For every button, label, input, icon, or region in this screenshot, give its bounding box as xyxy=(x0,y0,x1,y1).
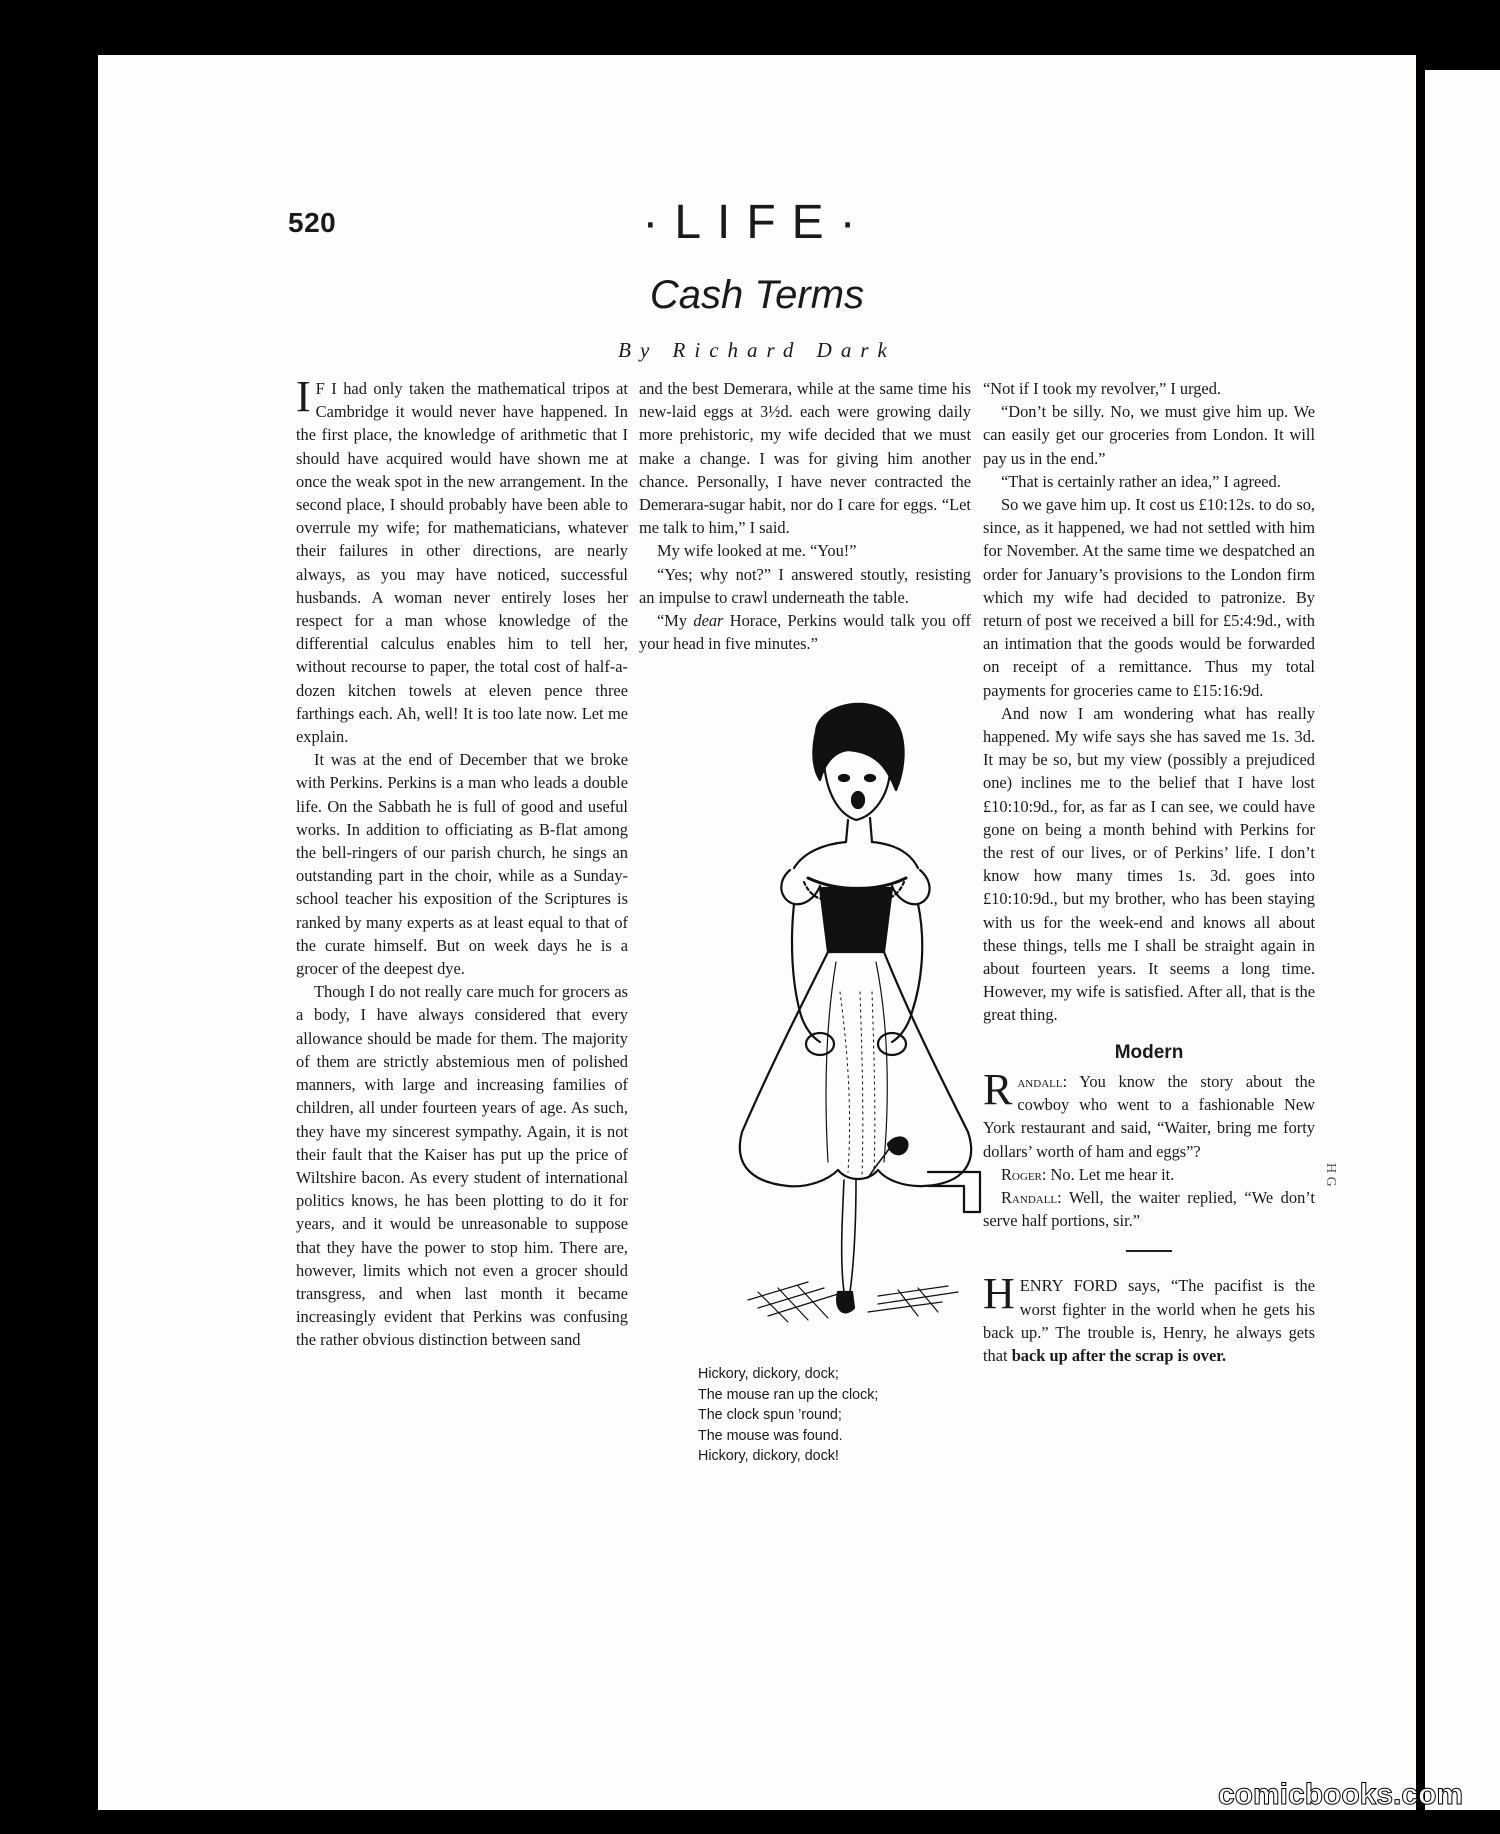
caption-line: Hickory, dickory, dock; xyxy=(698,1366,839,1382)
paragraph: “Yes; why not?” I answered stoutly, resisting an impulse to crawl underneath the table. xyxy=(639,564,971,607)
dialogue-paragraph xyxy=(983,1163,1315,1186)
paragraph xyxy=(296,372,628,748)
dialogue-text: You know the story about the cowboy who went to a fashionable New York restaurant and said, “Waiter, bring me forty dollars’ worth of ham and eggs”? xyxy=(983,1071,1315,1161)
caption-line: The mouse was found. xyxy=(698,1427,843,1444)
article-title: Cash Terms xyxy=(649,273,865,317)
paragraph: “Not if I took my revolver,” I urged. xyxy=(983,379,1221,398)
dialogue-paragraph xyxy=(983,1186,1315,1232)
site-watermark: comicbooks.com xyxy=(1218,1778,1464,1811)
woman-dancing-illustration xyxy=(728,692,983,1352)
column-3 xyxy=(983,377,1315,1367)
paragraph: Though I do not really care much for grocers as a body, I have always considered that every allowance should be made for them. The majority of them are strictly abstemious men of polished manners, with large and increasing families of children, all under fourteen years of age. As such, they have my sincerest sympathy. Again, it is not their fault that the Kaiser has put up the price of Wiltshire bacon. As every student of international politics knows, he has been plotting to do it for years, and it would be unreasonable to suppose that they have the power to stop him. There are, however, limits which not even a grocer should transgress, and when last month it became increasingly evident that Perkins was confusing the rather obvious distinction between sand xyxy=(296,982,628,1350)
dialogue-text: No. Let me hear it. xyxy=(1046,1164,1175,1184)
facing-page-edge xyxy=(1425,70,1500,1810)
ford-text: says, “The pacifist is the worst fighter in the world when he gets his back up.” The trouble is, Henry, he always gets that xyxy=(983,1276,1315,1365)
paragraph: And now I am wondering what has really happened. My wife says she has saved me 1s. 3d. It may be so, but my view (possibly a prejudiced one) inclines me to the belief that I have lost £10:10:9d., for, as far as I can see, we could have gone on being a month behind with Perkins for the rest of our lives, or of Perkins’ life. I don’t know how many times 1s. 3d. goes into £10:10:9d., but my brother, who has been staying with us for the week-end and knows all about these things, tells me I shall be straight again in about fourteen years. It seems a long time. However, my wife is satisfied. After all, that is the great thing. xyxy=(983,703,1315,1025)
section-divider xyxy=(1126,1250,1172,1252)
drop-cap: H xyxy=(983,1269,1015,1319)
dialogue-text: Well, the waiter replied, “We don’t serve half portions, sir.” xyxy=(983,1187,1315,1231)
ford-caps: ENRY FORD xyxy=(1019,1276,1118,1296)
paragraph xyxy=(639,609,971,655)
caption-line: The mouse ran up the clock; xyxy=(698,1386,879,1403)
paragraph: My wife looked at me. “You!” xyxy=(657,541,857,561)
paragraph-text: F I had only taken the mathematical tripos at Cambridge it would never have happened. In the first place, the knowledge of arithmetic that I should have acquired would have shown me at once the weak spot in the new arrangement. In the second place, I should probably have been able to overrule my wife; for mathematicians, whatever their failures in other directions, are nearly always, as you may have noticed, successful husbands. A woman never entirely loses her respect for a man whose knowledge of the differential calculus enables him to tell her, without recourse to paper, the total cost of half-a-dozen kitchen towels at eleven pence three farthings each. Ah, well! It is too late now. Let me explain. xyxy=(296,379,628,747)
column-1 xyxy=(296,372,628,1352)
illustration-caption xyxy=(698,1364,958,1467)
masthead: ·LIFE· xyxy=(642,196,872,249)
drop-cap: R xyxy=(983,1064,1013,1114)
paragraph: “That is certainly rather an idea,” I agreed. xyxy=(1001,471,1281,491)
caption-line: The clock spun ’round; xyxy=(698,1407,842,1424)
text-run: Horace, Perkins would talk you off your head in five minutes.” xyxy=(639,611,971,654)
text-run: “My xyxy=(657,611,694,631)
speaker-name: Randall: xyxy=(1001,1187,1062,1207)
caption-line: Hickory, dickory, dock! xyxy=(698,1448,839,1465)
section-heading-modern: Modern xyxy=(1114,1041,1184,1063)
article-byline: By Richard Dark xyxy=(618,338,896,362)
page-number: 520 xyxy=(288,207,337,238)
paragraph: So we gave him up. It cost us £10:12s. to do so, since, as it happened, we had not settled with him for November. At the same time we despatched an order for January’s provisions to the London firm which my wife had decided to patronize. By return of post we received a bill for £5:4:9d., with an intimation that the goods would be forwarded on receipt of a remittance. Thus my total payments for groceries came to £15:16:9d. xyxy=(983,495,1315,700)
speaker-name: Roger: xyxy=(1001,1164,1047,1184)
dialogue-paragraph xyxy=(983,1064,1315,1163)
ford-paragraph xyxy=(983,1269,1315,1367)
speaker-name: andall: xyxy=(1017,1071,1068,1091)
column-2 xyxy=(639,377,971,655)
artist-monogram: H G xyxy=(1323,1163,1338,1187)
ford-last-line: back up after the scrap is over. xyxy=(1011,1345,1227,1365)
paragraph: “Don’t be silly. No, we must give him up. We can easily get our groceries from London. It will pay us in the end.” xyxy=(983,402,1315,468)
emphasis: dear xyxy=(693,611,724,631)
paragraph: It was at the end of December that we broke with Perkins. Perkins is a man who leads a double life. On the Sabbath he is full of good and useful works. In addition to officiating as B-flat among the bell-ringers of our parish church, he sings an outstanding part in the choir, while as a Sunday-school teacher his exposition of the Scriptures is ranked by many experts as at least equal to that of the curate himself. But on week days he is a grocer of the deepest dye. xyxy=(296,750,628,979)
magazine-page xyxy=(98,55,1416,1810)
paragraph: and the best Demerara, while at the same time his new-laid eggs at 3½d. each were growing daily more prehistoric, my wife decided that we must make a change. I was for giving him another chance. Personally, I have never contracted the Demerara-sugar habit, nor do I care for eggs. “Let me talk to him,” I said. xyxy=(639,379,971,538)
drop-cap: I xyxy=(296,372,311,421)
